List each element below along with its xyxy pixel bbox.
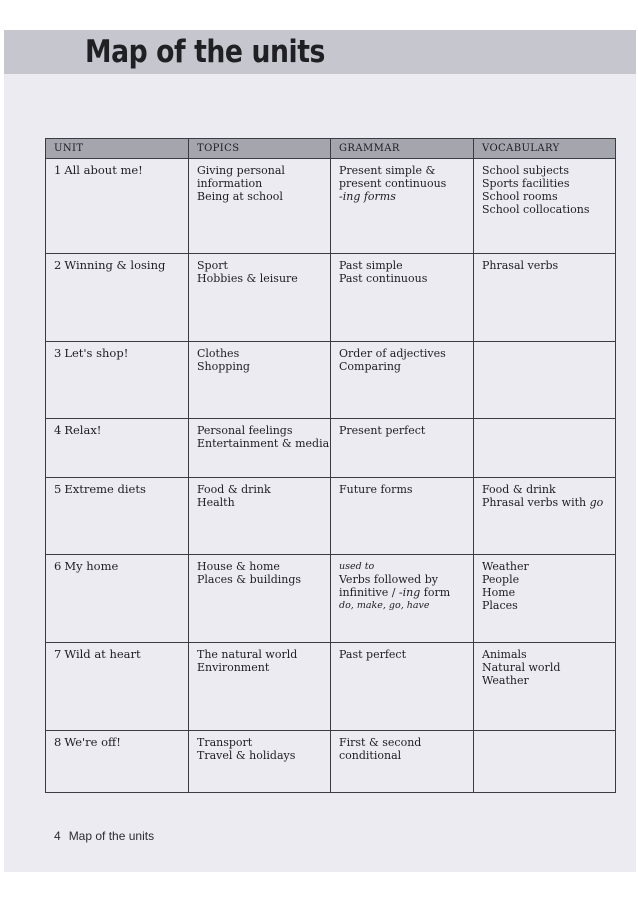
vocabulary-line-text: Home (482, 586, 516, 599)
topic-line: Travel & holidays (197, 749, 296, 762)
header-vocabulary: VOCABULARY (474, 139, 616, 159)
table-row (46, 342, 616, 419)
vocabulary-line (482, 586, 609, 599)
grammar-line (339, 177, 467, 190)
vocabulary-line (482, 661, 609, 674)
vocabulary-line (482, 648, 609, 661)
unit-number: 2 (54, 258, 62, 272)
grammar-cell (331, 419, 474, 478)
grammar-line (339, 483, 467, 496)
grammar-line-text: used to (339, 561, 375, 572)
grammar-line-text: Verbs followed by (339, 573, 438, 586)
vocabulary-line-text: Weather (482, 674, 529, 687)
vocabulary-cell (474, 555, 616, 643)
unit-name: Let's shop! (64, 346, 129, 360)
grammar-cell (331, 555, 474, 643)
vocabulary-line (482, 483, 609, 496)
unit-name: Extreme diets (64, 482, 146, 496)
topic-line: Being at school (197, 190, 283, 203)
vocabulary-line-text: Places (482, 599, 518, 612)
vocabulary-line-text: People (482, 573, 520, 586)
vocabulary-line (482, 164, 609, 177)
grammar-line-text: Future forms (339, 483, 413, 496)
topic-line: Environment (197, 661, 270, 674)
topics-cell (189, 478, 331, 555)
grammar-line-text: infinitive / (339, 586, 399, 599)
unit-name: Winning & losing (64, 258, 166, 272)
table-header-row (46, 139, 616, 159)
table-row (46, 254, 616, 342)
topic-line: The natural world (197, 648, 298, 661)
page-title: Map of the units (85, 34, 326, 70)
table-row (46, 643, 616, 731)
footer-text: Map of the units (68, 829, 155, 843)
page-footer (54, 829, 154, 843)
grammar-line (339, 360, 467, 373)
unit-name: All about me! (64, 163, 143, 177)
unit-name: Relax! (64, 423, 102, 437)
grammar-cell (331, 254, 474, 342)
units-table (45, 138, 616, 793)
vocabulary-cell (474, 731, 616, 793)
unit-cell (46, 555, 189, 643)
vocabulary-line-text: Animals (482, 648, 527, 661)
topic-line: House & home (197, 560, 280, 573)
grammar-line-text: Present simple & (339, 164, 436, 177)
header-topics: TOPICS (189, 139, 331, 159)
vocabulary-line-text: School collocations (482, 203, 590, 216)
grammar-line-text: Comparing (339, 360, 401, 373)
unit-cell (46, 419, 189, 478)
grammar-line (339, 586, 467, 599)
topics-cell (189, 731, 331, 793)
grammar-cell (331, 478, 474, 555)
vocabulary-cell (474, 419, 616, 478)
grammar-line (339, 749, 467, 762)
grammar-cell (331, 159, 474, 254)
vocabulary-line (482, 674, 609, 687)
unit-cell (46, 731, 189, 793)
vocabulary-line-text: School rooms (482, 190, 558, 203)
topics-cell (189, 342, 331, 419)
topic-line: Food & drink (197, 483, 271, 496)
topic-line: Entertainment & media (197, 437, 330, 450)
header-grammar: GRAMMAR (331, 139, 474, 159)
vocabulary-cell (474, 342, 616, 419)
page-number: 4 (54, 829, 61, 843)
vocabulary-line-italic: go (589, 496, 604, 509)
vocabulary-line (482, 560, 609, 573)
unit-cell (46, 159, 189, 254)
grammar-line-text: Past perfect (339, 648, 406, 661)
table-row (46, 159, 616, 254)
topics-cell (189, 159, 331, 254)
grammar-line-text: conditional (339, 749, 402, 762)
grammar-line (339, 424, 467, 437)
vocabulary-cell (474, 478, 616, 555)
vocabulary-line (482, 203, 609, 216)
topic-line: information (197, 177, 263, 190)
grammar-line (339, 648, 467, 661)
grammar-line-tail: form (420, 586, 451, 599)
grammar-line-italic: -ing (398, 586, 421, 599)
grammar-line (339, 164, 467, 177)
unit-number: 3 (54, 346, 62, 360)
grammar-line (339, 259, 467, 272)
vocabulary-line-text: Phrasal verbs (482, 259, 559, 272)
vocabulary-line (482, 599, 609, 612)
grammar-line (339, 560, 467, 573)
grammar-line-text: do, make, go, have (339, 600, 430, 611)
unit-name: We're off! (64, 735, 121, 749)
vocabulary-line-text: Natural world (482, 661, 561, 674)
topic-line: Shopping (197, 360, 250, 373)
vocabulary-line-text: School subjects (482, 164, 569, 177)
topic-line: Hobbies & leisure (197, 272, 298, 285)
grammar-line-text: Past simple (339, 259, 403, 272)
grammar-line (339, 190, 467, 203)
topics-cell (189, 419, 331, 478)
unit-cell (46, 254, 189, 342)
topic-line: Giving personal (197, 164, 285, 177)
vocabulary-line (482, 496, 609, 509)
topic-line: Transport (197, 736, 253, 749)
topic-line: Clothes (197, 347, 240, 360)
table-row (46, 478, 616, 555)
vocabulary-line (482, 259, 609, 272)
grammar-line (339, 573, 467, 586)
grammar-cell (331, 643, 474, 731)
vocabulary-cell (474, 254, 616, 342)
vocabulary-line-text: Weather (482, 560, 529, 573)
topic-line: Health (197, 496, 235, 509)
unit-number: 4 (54, 423, 62, 437)
vocabulary-line-text: Sports facilities (482, 177, 570, 190)
header-unit: UNIT (46, 139, 189, 159)
unit-cell (46, 478, 189, 555)
grammar-line (339, 347, 467, 360)
unit-number: 8 (54, 735, 62, 749)
vocabulary-line (482, 190, 609, 203)
topic-line: Places & buildings (197, 573, 302, 586)
unit-number: 7 (54, 647, 62, 661)
table-body (46, 159, 616, 793)
unit-name: Wild at heart (64, 647, 141, 661)
grammar-line-text: First & second (339, 736, 422, 749)
vocabulary-line-text: Food & drink (482, 483, 556, 496)
vocabulary-line-text: Phrasal verbs with (482, 496, 590, 509)
grammar-line-text: -ing forms (339, 190, 396, 203)
table-row (46, 731, 616, 793)
topics-cell (189, 555, 331, 643)
grammar-line-text: present continuous (339, 177, 447, 190)
table-row (46, 555, 616, 643)
grammar-line-text: Order of adjectives (339, 347, 446, 360)
table-row (46, 419, 616, 478)
grammar-cell (331, 731, 474, 793)
topic-line: Personal feelings (197, 424, 293, 437)
topics-cell (189, 643, 331, 731)
vocabulary-cell (474, 159, 616, 254)
vocabulary-cell (474, 643, 616, 731)
grammar-line-text: Present perfect (339, 424, 426, 437)
grammar-line (339, 272, 467, 285)
unit-number: 6 (54, 559, 62, 573)
unit-name: My home (64, 559, 119, 573)
unit-number: 5 (54, 482, 62, 496)
grammar-line (339, 736, 467, 749)
topics-cell (189, 254, 331, 342)
unit-cell (46, 342, 189, 419)
unit-number: 1 (54, 163, 62, 177)
grammar-line-text: Past continuous (339, 272, 428, 285)
vocabulary-line (482, 177, 609, 190)
vocabulary-line (482, 573, 609, 586)
grammar-line (339, 599, 467, 612)
unit-cell (46, 643, 189, 731)
grammar-cell (331, 342, 474, 419)
topic-line: Sport (197, 259, 228, 272)
